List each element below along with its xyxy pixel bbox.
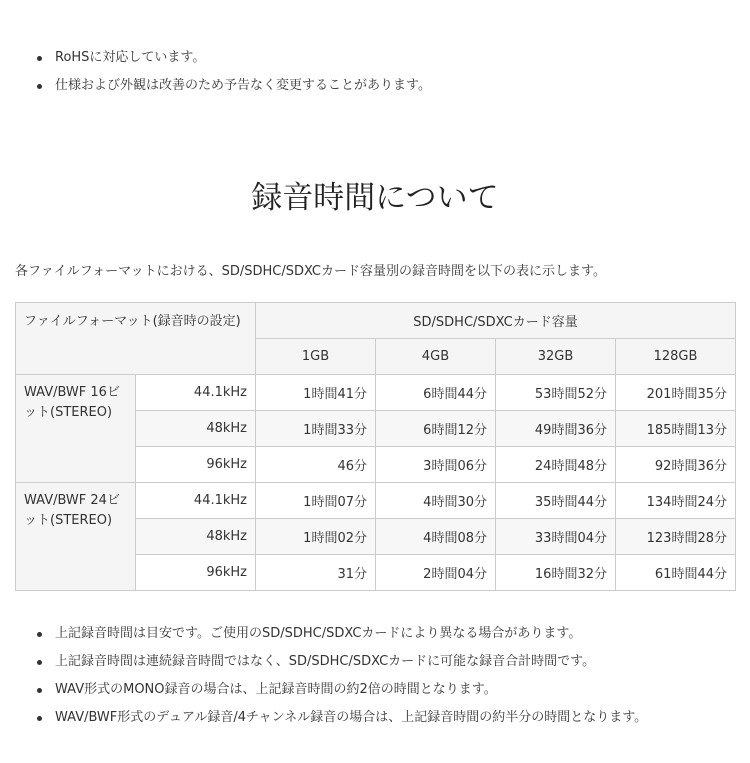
table-cell: 49時間36分 [496,411,616,447]
note-item: RoHSに対応しています。 [0,44,431,72]
note-item: 上記録音時間は連続録音時間ではなく、SD/SDHC/SDXCカードに可能な録音合計時間です。 [0,648,647,676]
table-cell: 185時間13分 [616,411,736,447]
table-cell: 31分 [256,555,376,591]
note-item: 上記録音時間は目安です。ご使用のSD/SDHC/SDXCカードにより異なる場合があります。 [0,620,647,648]
capacity-1gb: 1GB [256,339,376,375]
table-cell: 46分 [256,447,376,483]
sample-rate: 96kHz [136,447,256,483]
table-cell: 1時間33分 [256,411,376,447]
intro-text: 各ファイルフォーマットにおける、SD/SDHC/SDXCカード容量別の録音時間を以下の表に示します。 [15,264,606,279]
section-title: 録音時間について [251,180,499,216]
note-item: WAV形式のMONO録音の場合は、上記録音時間の約2倍の時間となります。 [0,676,647,704]
header-capacity: SD/SDHC/SDXCカード容量 [256,303,736,339]
table-cell: 92時間36分 [616,447,736,483]
capacity-4gb: 4GB [376,339,496,375]
sample-rate: 44.1kHz [136,483,256,519]
table-cell: 134時間24分 [616,483,736,519]
table-cell: 1時間07分 [256,483,376,519]
table-cell: 3時間06分 [376,447,496,483]
table-cell: 16時間32分 [496,555,616,591]
table-row [16,375,736,411]
top-notes-list [0,44,431,100]
recording-time-table [15,302,736,591]
capacity-32gb: 32GB [496,339,616,375]
sample-rate: 48kHz [136,519,256,555]
table-cell: 35時間44分 [496,483,616,519]
sample-rate: 44.1kHz [136,375,256,411]
note-item: 仕様および外観は改善のため予告なく変更することがあります。 [0,72,431,100]
format-24bit: WAV/BWF 24ビット(STEREO) [16,483,136,591]
capacity-128gb: 128GB [616,339,736,375]
table-cell: 6時間12分 [376,411,496,447]
table-cell: 2時間04分 [376,555,496,591]
table-cell: 6時間44分 [376,375,496,411]
table-row [16,483,736,519]
bottom-notes-list [0,620,647,732]
table-cell: 123時間28分 [616,519,736,555]
table-cell: 201時間35分 [616,375,736,411]
table-cell: 61時間44分 [616,555,736,591]
note-item: WAV/BWF形式のデュアル録音/4チャンネル録音の場合は、上記録音時間の約半分の時間となります。 [0,704,647,732]
table-cell: 4時間08分 [376,519,496,555]
table-cell: 1時間41分 [256,375,376,411]
table-cell: 4時間30分 [376,483,496,519]
header-format: ファイルフォーマット(録音時の設定) [16,303,256,375]
sample-rate: 96kHz [136,555,256,591]
table-cell: 24時間48分 [496,447,616,483]
table-cell: 1時間02分 [256,519,376,555]
format-16bit: WAV/BWF 16ビット(STEREO) [16,375,136,483]
table-cell: 53時間52分 [496,375,616,411]
table-cell: 33時間04分 [496,519,616,555]
sample-rate: 48kHz [136,411,256,447]
